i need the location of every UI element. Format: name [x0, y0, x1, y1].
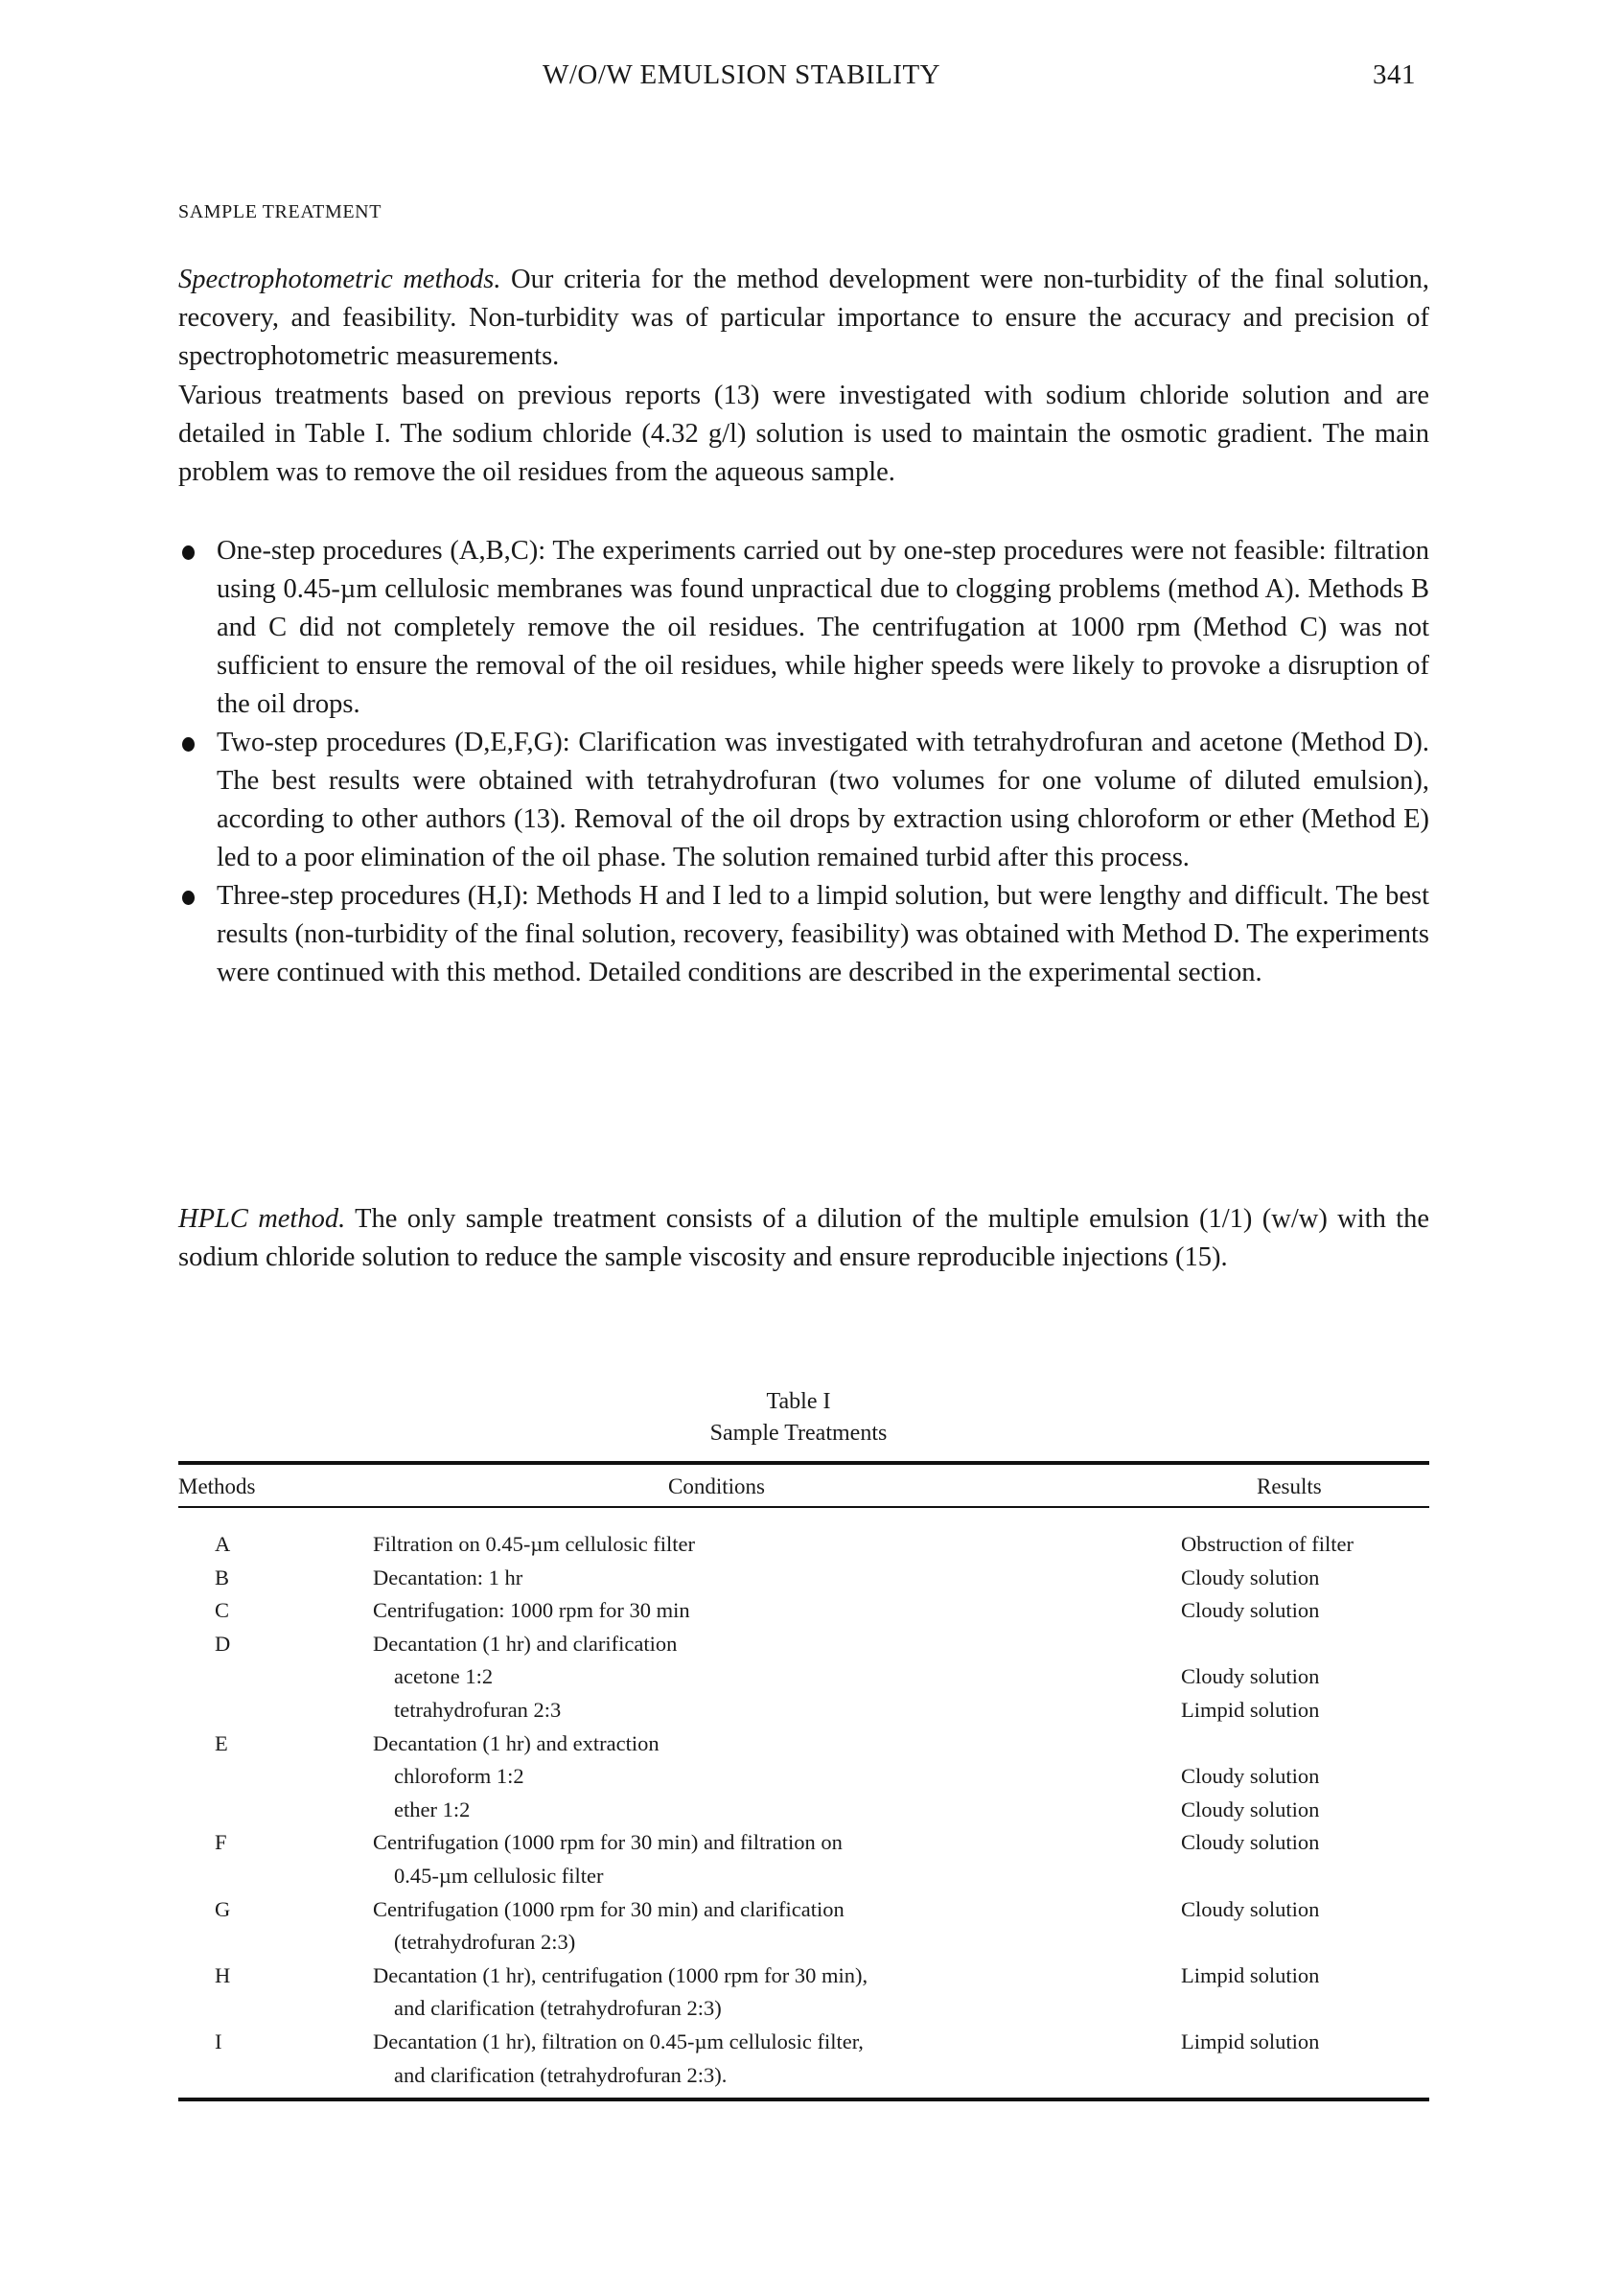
- cell-condition: Decantation (1 hr), filtration on 0.45-µm cellulosic filter,: [373, 2029, 864, 2053]
- cell-result: Cloudy solution: [1181, 1896, 1320, 1921]
- run-in-heading-hplc: HPLC method.: [178, 1204, 346, 1234]
- procedure-bullet-list: [178, 532, 1429, 992]
- table-label: Table I: [766, 1389, 831, 1414]
- paragraph-text: The only sample treatment consists of a dilution of the multiple emulsion (1/1) (w/w) with the sodium chloride solution to reduce the sample viscosity and ensure reproducible injections (15).: [178, 1204, 1429, 1272]
- bullet-text: Three-step procedures (H,I): Methods H and I led to a limpid solution, but were lengthy and difficult. The best results (non-turbidity of the final solution, recovery, feasibility) was obtained with Method D. The experiments were continued with this method. Detailed conditions are described in the experimental section.: [217, 881, 1429, 987]
- bullet-icon: [182, 545, 195, 560]
- paragraph-hplc: [178, 1200, 1429, 1277]
- paragraph-spectrophotometric: [178, 261, 1429, 376]
- paragraph-text: Various treatments based on previous reports (13) were investigated with sodium chloride solution and are detailed in Table I. The sodium chloride (4.32 g/l) solution is used to maintain the osmotic gradient. The main problem was to remove the oil residues from the aqueous sample.: [178, 381, 1429, 487]
- cell-result: Cloudy solution: [1181, 1797, 1320, 1821]
- run-in-heading-spectrophotometric: Spectrophotometric methods.: [178, 265, 501, 294]
- cell-result: Cloudy solution: [1181, 1598, 1320, 1623]
- cell-condition: Decantation: 1 hr: [373, 1565, 523, 1589]
- cell-condition: 0.45-µm cellulosic filter: [394, 1864, 604, 1888]
- cell-method: I: [215, 2029, 222, 2053]
- cell-condition: and clarification (tetrahydrofuran 2:3).: [394, 2062, 728, 2087]
- bullet-item-three-step: [178, 877, 1429, 992]
- cell-result: Cloudy solution: [1181, 1830, 1320, 1855]
- cell-method: A: [215, 1532, 231, 1556]
- cell-condition: ether 1:2: [394, 1797, 471, 1821]
- cell-condition: Decantation (1 hr) and clarification: [373, 1631, 678, 1656]
- bullet-text: Two-step procedures (D,E,F,G): Clarification was investigated with tetrahydrofuran and acetone (Method D). The best results were obtained with tetrahydrofuran (two volumes for one volume of diluted emulsion), according to other authors (13). Removal of the oil drops by extraction using chloroform or ether (Method E) led to a poor elimination of the oil phase. The solution remained turbid after this process.: [217, 728, 1429, 872]
- cell-method: C: [215, 1598, 230, 1623]
- bullet-text: One-step procedures (A,B,C): The experiments carried out by one-step procedures were not feasible: filtration using 0.45-µm cellulosic membranes was found unpractical due to clogging problems (method A). Methods B and C did not completely remove the oil residues. The centrifugation at 1000 rpm (Method C) was not sufficient to ensure the removal of the oil residues, while higher speeds were likely to provoke a disruption of the oil drops.: [217, 536, 1429, 719]
- cell-condition: Filtration on 0.45-µm cellulosic filter: [373, 1532, 696, 1556]
- cell-condition: Decantation (1 hr), centrifugation (1000 rpm for 30 min),: [373, 1962, 868, 1987]
- cell-result: Cloudy solution: [1181, 1664, 1320, 1689]
- cell-condition: Centrifugation (1000 rpm for 30 min) and filtration on: [373, 1830, 843, 1855]
- section-heading: SAMPLE TREATMENT: [178, 201, 382, 222]
- cell-condition: chloroform 1:2: [394, 1764, 524, 1789]
- cell-method: H: [215, 1962, 231, 1987]
- cell-condition: Decantation (1 hr) and extraction: [373, 1730, 660, 1755]
- cell-method: G: [215, 1896, 231, 1921]
- column-header-methods: Methods: [178, 1474, 256, 1498]
- cell-condition: and clarification (tetrahydrofuran 2:3): [394, 1996, 722, 2021]
- cell-result: Cloudy solution: [1181, 1565, 1320, 1589]
- cell-condition: Centrifugation: 1000 rpm for 30 min: [373, 1598, 690, 1623]
- cell-result: Cloudy solution: [1181, 1764, 1320, 1789]
- cell-result: Limpid solution: [1181, 1962, 1320, 1987]
- cell-method: E: [215, 1730, 228, 1755]
- bullet-item-one-step: [178, 532, 1429, 724]
- column-header-results: Results: [1257, 1474, 1322, 1498]
- table-header-rule: [178, 1506, 1429, 1508]
- bullet-item-two-step: [178, 724, 1429, 877]
- bullet-icon: [182, 737, 195, 752]
- cell-result: Obstruction of filter: [1181, 1532, 1354, 1556]
- running-title: W/O/W EMULSION STABILITY: [543, 59, 941, 90]
- cell-condition: Centrifugation (1000 rpm for 30 min) and clarification: [373, 1896, 845, 1921]
- table-bottom-rule: [178, 2098, 1429, 2101]
- column-header-conditions: Conditions: [668, 1474, 765, 1498]
- table-caption: Sample Treatments: [709, 1421, 888, 1446]
- cell-method: D: [215, 1631, 231, 1656]
- table-title-block: [0, 1386, 1597, 1449]
- bullet-icon: [182, 891, 195, 905]
- paragraph-various-treatments: [178, 377, 1429, 492]
- page-number: 341: [1373, 59, 1416, 90]
- cell-condition: (tetrahydrofuran 2:3): [394, 1930, 576, 1955]
- cell-result: Limpid solution: [1181, 1698, 1320, 1722]
- cell-result: Limpid solution: [1181, 2029, 1320, 2053]
- cell-method: F: [215, 1830, 227, 1855]
- cell-method: B: [215, 1565, 230, 1589]
- paragraph-text: Our criteria for the method development were non-turbidity of the final solution, recovery, and feasibility. Non-turbidity was of particular importance to ensure the accuracy and precision of spectrophotometric measurements.: [178, 265, 1430, 371]
- cell-condition: tetrahydrofuran 2:3: [394, 1698, 562, 1722]
- cell-condition: acetone 1:2: [394, 1664, 494, 1689]
- table-top-rule: [178, 1461, 1429, 1465]
